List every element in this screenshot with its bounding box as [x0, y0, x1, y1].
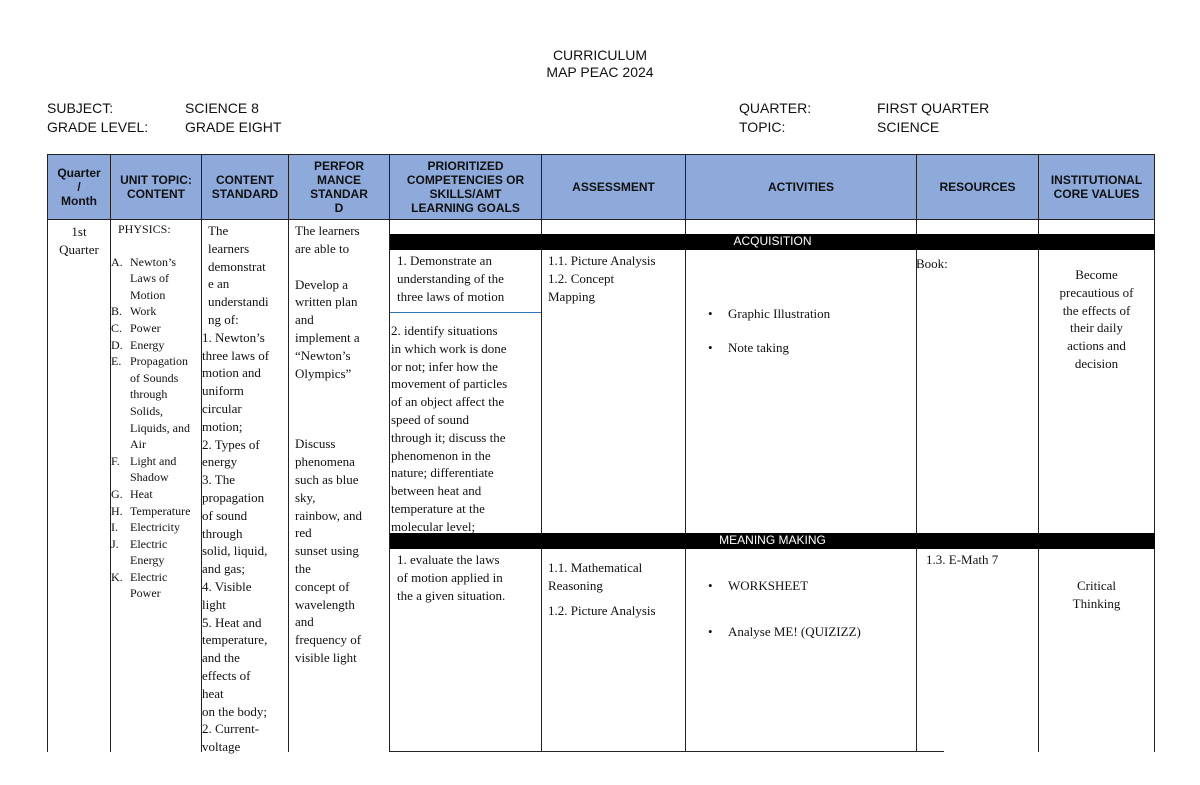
acquisition-core-values	[1039, 266, 1154, 373]
performance-line: such as blue	[295, 471, 359, 487]
unit-topic-letter: K.	[111, 569, 123, 584]
competency-line: between heat and	[391, 483, 482, 499]
content-standard-list	[202, 329, 288, 756]
performance-line: The learners	[295, 223, 360, 238]
content-standard-line: The	[208, 223, 229, 238]
unit-topic-text: through	[130, 387, 168, 402]
unit-topic-text: Temperature	[130, 503, 191, 518]
content-standard-line: motion;	[202, 418, 243, 434]
performance-line: concept of	[295, 578, 350, 594]
performance-standard-cell	[295, 222, 389, 667]
activity-worksheet: • WORKSHEET	[704, 577, 914, 595]
competency-line: of motion applied in	[397, 569, 503, 585]
competency-line: the a given situation.	[397, 587, 506, 603]
unit-topic-item	[111, 353, 201, 370]
core-value-line: Become	[1075, 267, 1118, 282]
unit-topic-item	[111, 503, 201, 520]
unit-topic-text: Electricity	[130, 520, 180, 535]
activity-item: • Note taking	[704, 339, 914, 357]
unit-topic-letter: I.	[111, 520, 118, 535]
unit-topic-item	[111, 254, 201, 271]
content-standard-line: 2. Current-	[202, 721, 260, 737]
performance-line: Develop a	[295, 276, 349, 292]
acquisition-assessment	[548, 252, 685, 305]
competency-line: 1. Demonstrate an	[397, 253, 492, 268]
meaning-making-assessment	[548, 559, 685, 619]
performance-line: rainbow, and	[295, 507, 363, 523]
unit-topic-letter: B.	[111, 304, 123, 319]
unit-topic-item	[111, 420, 201, 437]
content-standard-line: motion and	[202, 365, 261, 381]
content-standard-line: 2. Types of	[202, 436, 260, 452]
content-standard-line: and gas;	[202, 561, 245, 577]
performance-line: written plan	[295, 294, 358, 310]
content-standard-line: through	[202, 525, 243, 541]
unit-topic-text: Light and	[130, 453, 177, 468]
core-value-line: decision	[1074, 355, 1119, 371]
header-activities: ACTIVITIES	[686, 155, 916, 219]
performance-line: wavelength	[295, 596, 355, 612]
assessment-line: 1.1. Mathematical	[548, 560, 643, 575]
unit-topic-text: Air	[130, 437, 146, 452]
unit-topic-text: of Sounds	[130, 370, 179, 385]
topic-label: TOPIC:	[739, 119, 786, 135]
unit-topic-text: Work	[130, 304, 157, 319]
unit-topic-letter: G.	[111, 486, 123, 501]
unit-topic-item	[111, 303, 201, 320]
performance-line: implement a	[295, 329, 360, 345]
content-standard-line: propagation	[202, 489, 265, 505]
content-standard-line: e an	[208, 276, 230, 292]
activity-quizizz: • Analyse ME! (QUIZIZZ)	[704, 623, 914, 641]
acquisition-bar: ACQUISITION	[390, 234, 1155, 250]
performance-line: Discuss	[295, 436, 336, 452]
grade-level-label: GRADE LEVEL:	[47, 119, 149, 135]
content-standard-line: circular	[202, 400, 242, 416]
unit-topic-letter: C.	[111, 320, 123, 335]
content-standard-line: ng of:	[208, 311, 239, 327]
subject-value: SCIENCE 8	[185, 100, 259, 116]
assessment-line: 1.1. Picture Analysis	[548, 253, 656, 268]
competency-line: speed of sound	[391, 411, 469, 427]
subject-label: SUBJECT:	[47, 100, 114, 116]
unit-topic-title: PHYSICS:	[118, 222, 171, 236]
competency-line: molecular level;	[391, 518, 476, 534]
content-standard-line: heat	[202, 685, 224, 701]
performance-line: “Newton’s	[295, 347, 351, 363]
content-standard-line: on the body;	[202, 703, 267, 719]
core-value-line: their daily	[1069, 320, 1124, 336]
unit-topic-letter: E.	[111, 354, 122, 369]
unit-topic-text: Electric	[130, 569, 168, 584]
content-standard-line: and the	[202, 650, 240, 666]
unit-topic-item	[111, 386, 201, 403]
competency-line: understanding of the	[397, 270, 504, 286]
table-top-border	[47, 154, 1155, 155]
meaning-making-assessment-1	[548, 559, 685, 595]
unit-topic-text: Solids,	[130, 403, 164, 418]
content-standard-cell	[202, 222, 288, 756]
competency-divider	[390, 312, 541, 313]
core-value-line: precautious of	[1059, 284, 1134, 300]
performance-phenomena	[295, 435, 389, 666]
competency-line: or not; infer how the	[391, 358, 498, 374]
unit-topic-item	[111, 453, 201, 470]
unit-topic-letter: A.	[111, 254, 123, 269]
competency-line: 2. identify situations	[391, 323, 498, 338]
quarter-value: FIRST QUARTER	[877, 100, 990, 116]
unit-topic-item	[111, 320, 201, 337]
unit-topic-text: Shadow	[130, 470, 169, 485]
acquisition-activities	[704, 305, 914, 357]
title-line-2: MAP PEAC 2024	[546, 64, 654, 80]
unit-topic-item	[111, 337, 201, 354]
header-content-standard: CONTENT STANDARD	[202, 155, 288, 219]
acquisition-activity-list	[704, 305, 914, 357]
activity-item: • Graphic Illustration	[704, 305, 914, 323]
header-performance-standard: PERFOR MANCE STANDAR D	[289, 155, 389, 219]
acquisition-competency-1	[397, 252, 541, 305]
unit-topic-item	[111, 519, 201, 536]
performance-line: visible light	[295, 649, 357, 665]
competency-line: 1. evaluate the laws	[397, 552, 500, 567]
content-standard-line: uniform	[202, 383, 244, 399]
unit-topic-item	[111, 585, 201, 602]
header-unit-topic: UNIT TOPIC: CONTENT	[111, 155, 201, 219]
assessment-line: 1.2. Concept	[548, 270, 615, 286]
header-core-values: INSTITUTIONAL CORE VALUES	[1039, 155, 1154, 219]
unit-topic-text: Power	[130, 320, 161, 335]
performance-olympics	[295, 276, 389, 383]
acquisition-resources: Book:	[916, 256, 948, 271]
core-value-line: Critical	[1077, 578, 1116, 593]
header-bottom-border	[47, 219, 1155, 220]
core-value-line: Thinking	[1072, 595, 1121, 611]
unit-topic-list	[111, 254, 201, 602]
content-standard-line: light	[202, 596, 226, 612]
meaning-making-competency	[397, 551, 541, 604]
content-standard-line: understandi	[208, 294, 269, 310]
content-standard-line: 1. Newton’s	[202, 329, 265, 345]
unit-topic-text: Energy	[130, 553, 165, 568]
document-title	[0, 47, 1200, 81]
unit-topic-item	[111, 436, 201, 453]
unit-topic-letter: J.	[111, 536, 119, 551]
content-standard-line: of sound	[202, 507, 248, 523]
assessment-line: Mapping	[548, 288, 595, 304]
unit-topic-text: Newton’s	[130, 254, 176, 269]
performance-line: frequency of	[295, 632, 362, 648]
competency-line: movement of particles	[391, 376, 508, 392]
unit-topic-text: Heat	[130, 486, 153, 501]
performance-line: red	[295, 525, 312, 541]
unit-topic-letter: D.	[111, 337, 123, 352]
header-resources: RESOURCES	[917, 155, 1038, 219]
competency-line: in which work is done	[391, 340, 507, 356]
header-assessment: ASSESSMENT	[542, 155, 685, 219]
grade-level-value: GRADE EIGHT	[185, 119, 282, 135]
meaning-making-activities	[704, 577, 914, 641]
unit-topic-letter: F.	[111, 453, 120, 468]
performance-line: the	[295, 560, 311, 576]
unit-topic-text: Motion	[130, 287, 166, 302]
unit-topic-text: Electric	[130, 536, 168, 551]
unit-topic-cell	[111, 221, 201, 602]
unit-topic-text: Energy	[130, 337, 165, 352]
unit-topic-item	[111, 270, 201, 287]
unit-topic-text: Laws of	[130, 271, 169, 286]
meaning-making-activity-list	[704, 577, 914, 641]
unit-topic-text: Propagation	[130, 354, 188, 369]
unit-topic-item	[111, 469, 201, 486]
content-standard-line: effects of	[202, 667, 251, 683]
assessment-line: Reasoning	[548, 577, 603, 593]
performance-line: phenomena	[295, 454, 355, 470]
competency-line: nature; differentiate	[391, 465, 494, 481]
content-standard-line: demonstrat	[208, 258, 266, 274]
competency-line: three laws of motion	[397, 288, 505, 304]
quarter-month-cell: 1st Quarter	[59, 224, 99, 257]
unit-topic-item	[111, 569, 201, 586]
content-standard-intro	[202, 222, 288, 329]
meaning-making-resources: 1.3. E-Math 7	[926, 552, 999, 567]
content-standard-line: 5. Heat and	[202, 614, 262, 630]
unit-topic-item	[111, 287, 201, 304]
header-quarter-month: Quarter / Month	[48, 155, 110, 219]
meaning-making-core-values	[1039, 577, 1154, 613]
topic-value: SCIENCE	[877, 119, 940, 135]
unit-topic-item	[111, 552, 201, 569]
unit-topic-item	[111, 370, 201, 387]
acquisition-competency-2	[391, 322, 541, 536]
unit-topic-item	[111, 536, 201, 553]
performance-line: and	[295, 614, 314, 630]
competency-line: of an object affect the	[391, 394, 505, 410]
performance-line: and	[295, 312, 314, 328]
content-standard-line: temperature,	[202, 632, 268, 648]
content-standard-line: learners	[208, 240, 250, 256]
content-standard-line: 4. Visible	[202, 578, 252, 594]
meaning-making-assessment-2: 1.2. Picture Analysis	[548, 602, 656, 618]
title-line-1: CURRICULUM	[552, 47, 648, 63]
competency-line: through it; discuss the	[391, 429, 506, 445]
unit-topic-text: Liquids, and	[130, 420, 190, 435]
meaning-making-bar: MEANING MAKING	[390, 533, 1155, 549]
performance-line: sunset using	[295, 543, 359, 559]
column-divider	[288, 154, 289, 752]
competency-line: phenomenon in the	[391, 447, 491, 463]
header-competencies: PRIORITIZED COMPETENCIES OR SKILLS/AMT LEARNING GOALS	[390, 155, 541, 219]
quarter-label: QUARTER:	[739, 100, 812, 116]
content-standard-line: energy	[202, 454, 238, 470]
content-standard-line: 3. The	[202, 472, 235, 488]
unit-topic-text: Power	[130, 586, 161, 601]
performance-line: are able to	[295, 240, 350, 256]
competency-line: temperature at the	[391, 500, 485, 516]
performance-line: Olympics”	[295, 365, 352, 381]
performance-intro	[295, 222, 389, 258]
unit-topic-item	[111, 486, 201, 503]
unit-topic-letter: H.	[111, 503, 123, 518]
content-standard-line: three laws of	[202, 347, 270, 363]
core-value-line: the effects of	[1062, 302, 1131, 318]
performance-line: sky,	[295, 489, 316, 505]
table-bottom-border	[390, 751, 944, 752]
content-standard-line: solid, liquid,	[202, 543, 268, 559]
core-value-line: actions and	[1067, 338, 1126, 354]
unit-topic-item	[111, 403, 201, 420]
content-standard-line: voltage	[202, 739, 241, 755]
